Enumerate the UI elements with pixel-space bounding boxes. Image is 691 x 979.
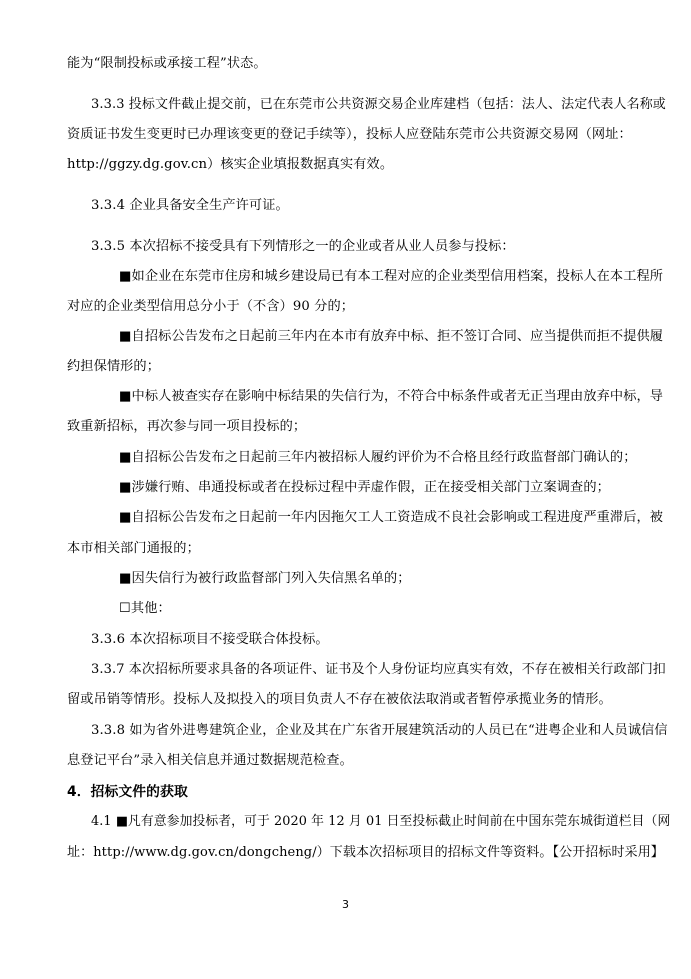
text-line: 对应的企业类型信用总分小于（不含）90 分的； (67, 299, 355, 314)
text-line: ■中标人被查实存在影响中标结果的失信行为，不符合中标条件或者无正当理由放弃中标，导 (119, 389, 664, 404)
text-line: ■自招标公告发布之日起前一年内因拖欠工人工资造成不良社会影响或工程进度严重滞后，被 (119, 510, 664, 525)
text-line: ■如企业在东莞市住房和城乡建设局已有本工程对应的企业类型信用档案，投标人在本工程所 (119, 269, 664, 284)
text-line: 3.3.3 投标文件截止提交前，已在东莞市公共资源交易企业库建档（包括：法人、法定代表人名称或 (91, 97, 666, 112)
text-line: 致重新招标，再次参与同一项目投标的； (67, 419, 307, 434)
text-line: ■因失信行为被行政监督部门列入失信黑名单的； (119, 571, 411, 586)
text-line: 资质证书发生变更时已办理该变更的登记手续等），投标人应登陆东莞市公共资源交易网（网址： (67, 127, 632, 142)
text-line: 息登记平台”录入相关信息并通过数据规范检查。 (67, 753, 353, 768)
text-line: 约担保情形的； (67, 359, 161, 374)
text-line: ■涉嫌行贿、串通投标或者在投标过程中弄虚作假，正在接受相关部门立案调查的； (119, 480, 610, 495)
text-line: ■自招标公告发布之日起前三年内在本市有放弃中标、拒不签订合同、应当提供而拒不提供履 (119, 329, 664, 344)
text-line: 3.3.4 企业具备安全生产许可证。 (91, 198, 289, 213)
text-line: 本市相关部门通报的； (67, 541, 200, 556)
checkbox-other: ☐其他： (119, 601, 171, 616)
text-line: ■自招标公告发布之日起前三年内被招标人履约评价为不合格且经行政监督部门确认的； (119, 450, 637, 465)
text-line: 3.3.7 本次招标所要求具备的各项证件、证书及个人身份证均应真实有效，不存在被相关行政部门扣 (91, 662, 666, 677)
text-line: 4.1 ■凡有意参加投标者，可于 2020 年 12 月 01 日至投标截止时间前在中国东莞东城街道栏目（网 (91, 814, 671, 829)
text-line: 址：http://www.dg.gov.cn/dongcheng/）下载本次招标项目的招标文件等资料。【公开招标时采用】 (67, 845, 664, 860)
text-line: 留或吊销等情形。投标人及拟投入的项目负责人不存在被依法取消或者暂停承揽业务的情形。 (67, 692, 612, 707)
text-line: 能为“限制投标或承接工程”状态。 (67, 56, 267, 71)
page-number: 3 (342, 898, 349, 911)
section-heading: 4．招标文件的获取 (67, 784, 188, 800)
text-line: 3.3.6 本次招标项目不接受联合体投标。 (91, 632, 329, 647)
text-line: http://ggzy.dg.gov.cn）核实企业填报数据真实有效。 (67, 157, 394, 172)
text-line: 3.3.5 本次招标不接受具有下列情形之一的企业或者从业人员参与投标： (91, 239, 515, 254)
text-line: 3.3.8 如为省外进粤建筑企业，企业及其在广东省开展建筑活动的人员已在“进粤企业和人员诚信信 (91, 723, 668, 738)
